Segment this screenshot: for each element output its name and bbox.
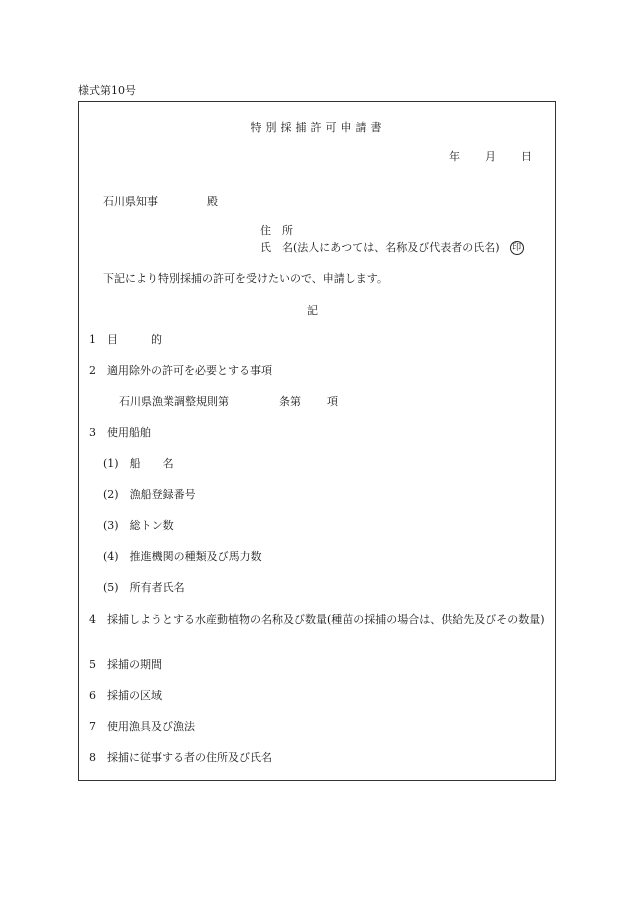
date-year: 年: [449, 150, 460, 163]
addressee-honorific: 殿: [207, 195, 218, 208]
addressee-name: 石川県知事: [103, 195, 158, 208]
item-area: 6 採捕の区域: [89, 689, 162, 702]
exemption-paragraph: 項: [327, 395, 338, 408]
vessel-registration: (2) 漁船登録番号: [103, 488, 196, 501]
vessel-engine: (4) 推進機関の種類及び馬力数: [103, 550, 262, 563]
exemption-article: 条第: [279, 395, 301, 408]
exemption-rule: 石川県漁業調整規則第: [119, 395, 229, 408]
applicant-name-text: 氏 名(法人にあつては、名称及び代表者の氏名): [260, 241, 500, 254]
date-day: 日: [521, 150, 532, 163]
statement: 下記により特別採捕の許可を受けたいので、申請します。: [103, 272, 388, 285]
applicant-name-label: [260, 241, 524, 255]
item-period: 5 採捕の期間: [89, 658, 162, 671]
ki-heading: 記: [307, 304, 318, 317]
vessel-owner: (5) 所有者氏名: [103, 581, 185, 594]
item-purpose: 1 目 的: [89, 333, 162, 346]
item-personnel: 8 採捕に従事する者の住所及び氏名: [89, 751, 272, 764]
vessel-tonnage: (3) 総トン数: [103, 519, 174, 532]
item-exemption: 2 適用除外の許可を必要とする事項: [89, 364, 272, 377]
seal-icon: 印: [510, 241, 524, 255]
item-gear: 7 使用漁具及び漁法: [89, 720, 195, 733]
form-number: 様式第10号: [78, 84, 136, 97]
applicant-address-label: 住 所: [260, 224, 293, 237]
vessel-name: (1) 船 名: [103, 457, 174, 470]
item-species: 4 採捕しようとする水産動植物の名称及び数量(種苗の採捕の場合は、供給先及びその数量): [89, 613, 545, 626]
date-month: 月: [485, 150, 496, 163]
item-vessel: 3 使用船舶: [89, 426, 151, 439]
application-form: [78, 101, 556, 781]
form-title: 特別採捕許可申請書: [250, 121, 386, 134]
